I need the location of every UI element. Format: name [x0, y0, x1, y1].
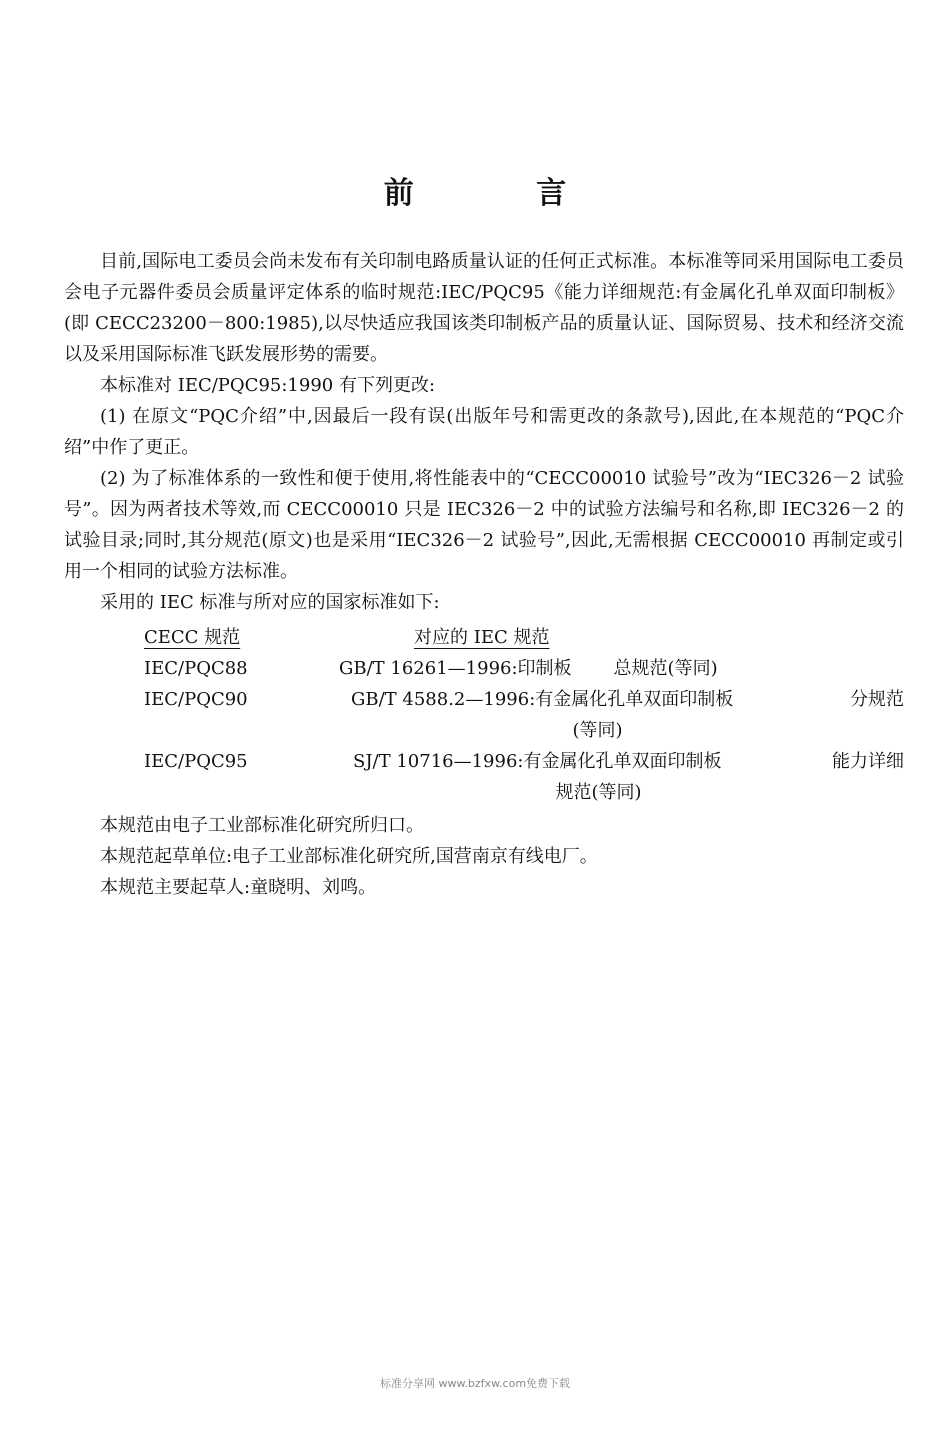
- closing-line-1: 本规范由电子工业部标准化研究所归口。: [100, 815, 424, 836]
- paragraph-change-2: (2) 为了标准体系的一致性和便于使用,将性能表中的“CECC00010 试验号”改为“IEC326－2 试验号”。因为两者技术等效,而 CECC00010 只是 IEC326－2 中的试验方法编号和名称,即 IEC326－2 的试验目录;同时,其分规范(原文)也是采用“IEC326－2 试验号”,因此,无需根据 CECC00010 再制定或引用一个相同的试验方法标准。: [64, 468, 904, 582]
- scope-cell: 分规范: [850, 689, 904, 710]
- spec-cell: IEC/PQC88: [144, 658, 248, 679]
- table-row: [144, 684, 904, 746]
- standard-cell: GB/T 16261—1996:印制板: [339, 658, 572, 679]
- paragraph-table-lead: 采用的 IEC 标准与所对应的国家标准如下:: [100, 592, 440, 613]
- spec-cell: IEC/PQC90: [144, 689, 248, 710]
- preface-body: [64, 246, 904, 903]
- standard-cell: SJ/T 10716—1996:有金属化孔单双面印制板: [353, 751, 722, 772]
- closing-line-2: 本规范起草单位:电子工业部标准化研究所,国营南京有线电厂。: [100, 846, 598, 867]
- paragraph-changes-lead: 本标准对 IEC/PQC95:1990 有下列更改:: [100, 375, 436, 396]
- table-row: [144, 746, 904, 808]
- spec-cell: IEC/PQC95: [144, 751, 248, 772]
- watermark-footer: 标准分享网 www.bzfxw.com免费下载: [379, 1377, 571, 1390]
- scope-cell: 能力详细: [832, 751, 904, 772]
- standards-table: [144, 622, 904, 808]
- closing-line-3: 本规范主要起草人:童晓明、刘鸣。: [100, 877, 377, 898]
- scope-continuation: 规范(等同): [555, 782, 642, 803]
- table-row: [144, 653, 904, 684]
- scope-continuation: (等同): [572, 720, 623, 741]
- header-iec: 对应的 IEC 规范: [414, 627, 550, 648]
- table-header: [144, 622, 904, 653]
- scope-cell: 总规范(等同): [613, 658, 718, 679]
- standard-cell: GB/T 4588.2—1996:有金属化孔单双面印制板: [351, 689, 734, 710]
- paragraph-intro: 目前,国际电工委员会尚未发布有关印制电路质量认证的任何正式标准。本标准等同采用国际电工委员会电子元器件委员会质量评定体系的临时规范:IEC/PQC95《能力详细规范:有金属化孔单双面印制板》(即 CECC23200－800:1985),以尽快适应我国该类印制板产品的质量认证、国际贸易、技术和经济交流以及采用国际标准飞跃发展形势的需要。: [64, 251, 904, 365]
- paragraph-change-1: (1) 在原文“PQC介绍”中,因最后一段有误(出版年号和需更改的条款号),因此,在本规范的“PQC介绍”中作了更正。: [64, 406, 904, 458]
- page-title: 前 言: [383, 176, 623, 211]
- header-cecc: CECC 规范: [144, 627, 241, 648]
